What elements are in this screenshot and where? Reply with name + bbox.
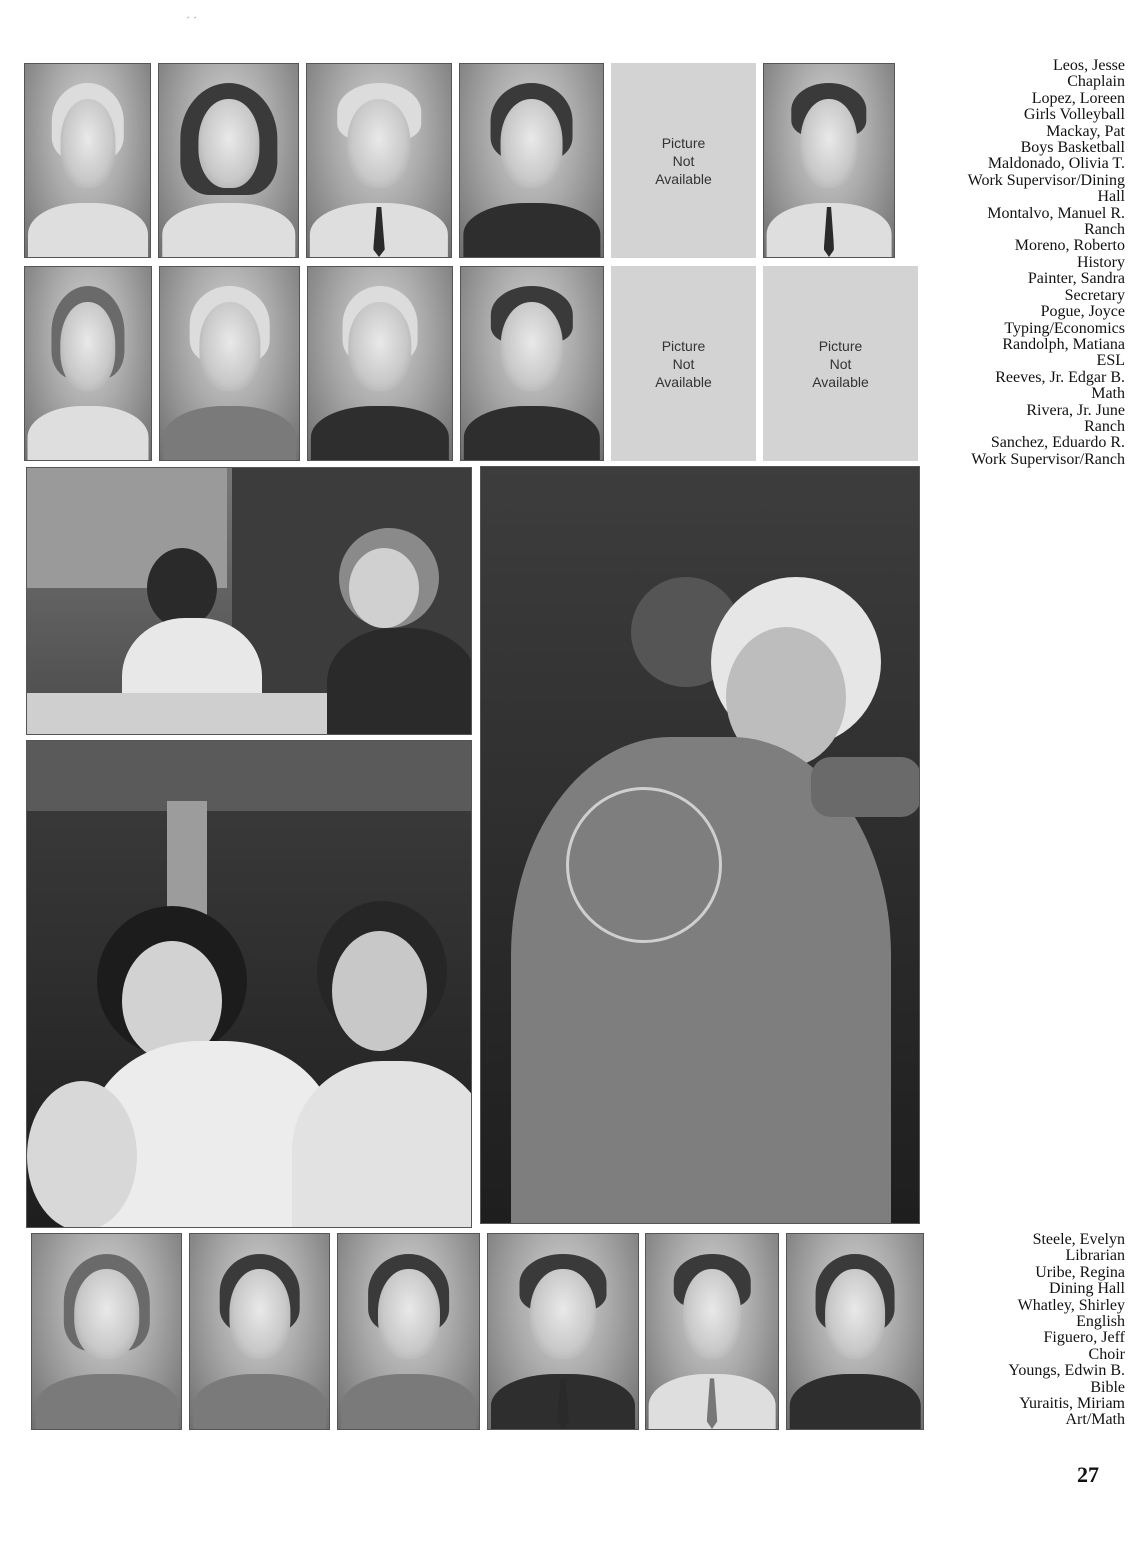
staff-role: Chaplain [1067, 73, 1125, 91]
portrait-pogue-joyce [159, 266, 300, 461]
picture-not-available-2: Picture Not Available [611, 266, 756, 461]
staff-name: Randolph, Matiana [1002, 335, 1125, 353]
candid-photo-library [26, 467, 472, 735]
staff-role: Work Supervisor/Ranch [971, 450, 1125, 468]
candid-photo-group [26, 740, 472, 1228]
staff-role: English [1076, 1313, 1125, 1331]
staff-name: Pogue, Joyce [1040, 303, 1125, 321]
staff-role: Art/Math [1065, 1411, 1125, 1429]
staff-names-top [968, 58, 1125, 468]
staff-name: Figuero, Jeff [1043, 1329, 1125, 1347]
staff-role: Secretary [1064, 286, 1125, 304]
staff-role: Ranch [1084, 221, 1125, 239]
portrait-youngs-edwin [645, 1233, 779, 1430]
staff-name: Uribe, Regina [1035, 1263, 1125, 1281]
staff-name: Leos, Jesse [1053, 57, 1125, 74]
portrait-moreno-roberto [763, 63, 895, 258]
portrait-yuraitis-miriam [786, 1233, 924, 1430]
portrait-steele-evelyn [31, 1233, 182, 1430]
staff-role: Girls Volleyball [1023, 106, 1125, 124]
staff-role: ESL [1096, 352, 1125, 370]
staff-role: Boys Basketball [1020, 139, 1125, 157]
staff-name: Painter, Sandra [1027, 270, 1125, 288]
candid-photo-sweatshirt [480, 466, 920, 1224]
scan-speck: ´ ˊ [186, 14, 197, 28]
staff-name: Rivera, Jr. June [1026, 401, 1125, 419]
staff-name: Moreno, Roberto [1014, 237, 1125, 255]
portrait-painter-sandra [24, 266, 152, 461]
portrait-whatley-shirley [337, 1233, 480, 1430]
page-number: 27 [1077, 1462, 1099, 1487]
staff-role: Bible [1090, 1378, 1125, 1396]
staff-name: Montalvo, Manuel R. [987, 204, 1125, 222]
staff-role: Choir [1088, 1345, 1125, 1363]
staff-names-bottom [1008, 1232, 1125, 1429]
portrait-mackay-pat [306, 63, 452, 258]
staff-name: Steele, Evelyn [1032, 1231, 1125, 1248]
portrait-uribe-regina [189, 1233, 330, 1430]
picture-not-available-3: Picture Not Available [763, 266, 918, 461]
staff-name: Reeves, Jr. Edgar B. [995, 368, 1125, 386]
staff-role: History [1077, 253, 1125, 271]
staff-name: Yuraitis, Miriam [1019, 1395, 1125, 1413]
staff-name: Mackay, Pat [1046, 122, 1125, 140]
staff-role: Hall [1097, 188, 1125, 206]
staff-name: Whatley, Shirley [1017, 1296, 1125, 1314]
staff-role: Typing/Economics [1004, 319, 1125, 337]
portrait-leos-jesse [24, 63, 151, 258]
staff-role: Librarian [1065, 1247, 1125, 1265]
staff-role: Ranch [1084, 417, 1125, 435]
staff-name: Maldonado, Olivia T. [987, 155, 1125, 173]
staff-name: Youngs, Edwin B. [1008, 1362, 1125, 1380]
portrait-figuero-jeff [487, 1233, 639, 1430]
portrait-maldonado-olivia [459, 63, 604, 258]
portrait-reeves-edgar [460, 266, 604, 461]
portrait-randolph-matiana [307, 266, 453, 461]
staff-name: Lopez, Loreen [1031, 89, 1125, 107]
staff-role: Dining Hall [1049, 1280, 1125, 1298]
portrait-lopez-loreen [158, 63, 299, 258]
picture-not-available-1: Picture Not Available [611, 63, 756, 258]
staff-role: Math [1091, 385, 1125, 403]
staff-role: Work Supervisor/Dining [967, 171, 1125, 189]
staff-name: Sanchez, Eduardo R. [990, 434, 1125, 452]
